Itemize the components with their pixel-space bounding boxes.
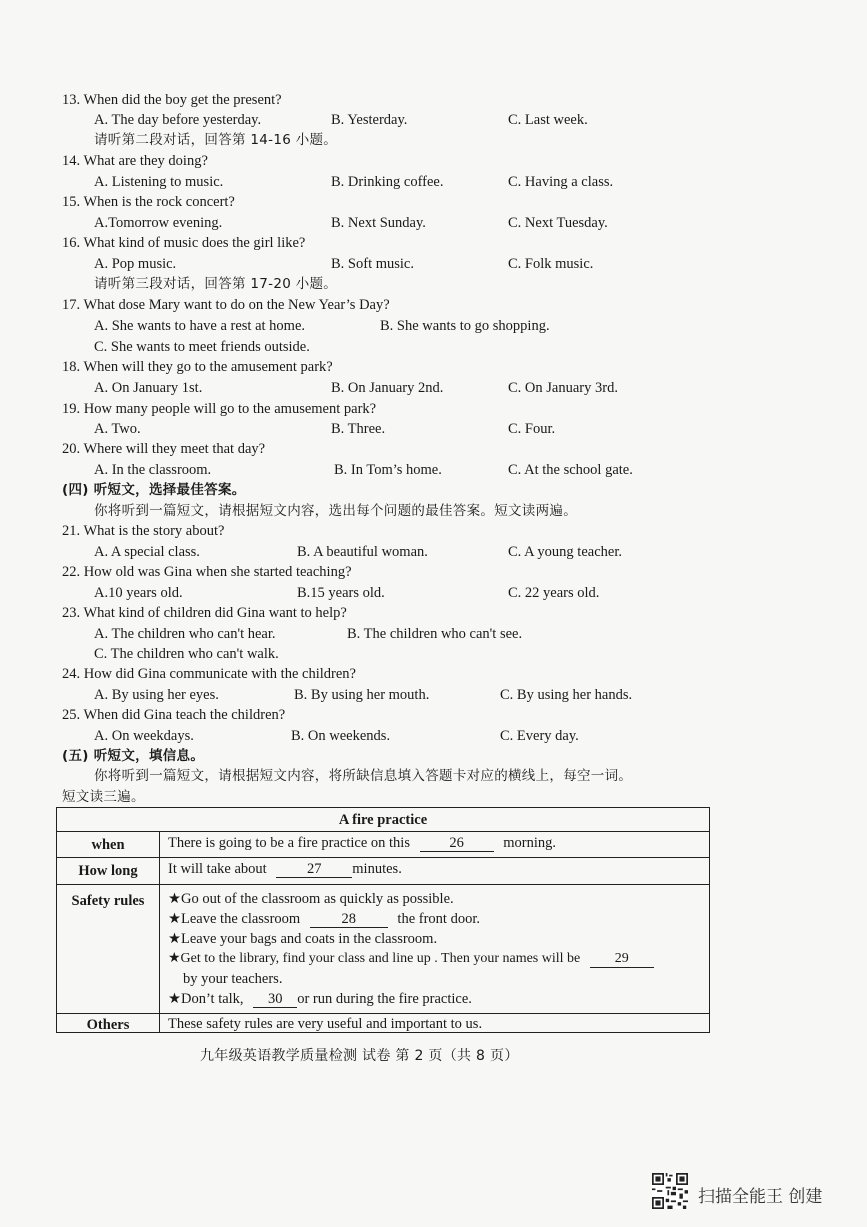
q21-option-a: A. A special class. (94, 544, 200, 560)
qr-code-icon (652, 1173, 688, 1209)
q19-option-c: C. Four. (508, 421, 556, 437)
question-25: 25. When did Gina teach the children? (62, 707, 286, 723)
blank-29[interactable]: 29 (590, 951, 654, 968)
q14-option-c: C. Having a class. (508, 174, 614, 190)
safety-rule-1: ★Go out of the classroom as quickly as possible. (168, 891, 454, 907)
blank-26[interactable]: 26 (420, 835, 494, 852)
q23-option-c: C. The children who can't walk. (94, 646, 279, 662)
rule-5-text: ★Don’t talk, (168, 991, 244, 1007)
q25-option-b: B. On weekends. (291, 728, 391, 744)
q13-option-c: C. Last week. (508, 112, 588, 128)
q15-option-a: A.Tomorrow evening. (94, 215, 223, 231)
instruction-dialog-3: 请听第三段对话，回答第 17-20 小题。 (94, 276, 338, 292)
table-divider (57, 884, 709, 885)
question-22: 22. How old was Gina when she started teaching? (62, 564, 352, 580)
q25-option-c: C. Every day. (500, 728, 579, 744)
row-label-others: Others (86, 1017, 130, 1033)
q14-option-a: A. Listening to music. (94, 174, 224, 190)
row-how-long-content (168, 860, 402, 878)
table-title: A fire practice (338, 812, 428, 828)
table-divider (57, 831, 709, 832)
q17-option-a: A. She wants to have a rest at home. (94, 318, 306, 334)
section-5-instructions-cont: 短文读三遍。 (62, 789, 145, 805)
q20-option-a: A. In the classroom. (94, 462, 212, 478)
q15-option-b: B. Next Sunday. (331, 215, 426, 231)
row-others-content: These safety rules are very useful and important to us. (168, 1016, 483, 1032)
row-when-content (168, 834, 556, 852)
q14-option-b: B. Drinking coffee. (331, 174, 444, 190)
q23-option-a: A. The children who can't hear. (94, 626, 276, 642)
safety-rule-4 (168, 950, 654, 968)
section-4-instructions: 你将听到一篇短文，请根据短文内容，选出每个问题的最佳答案。短文读两遍。 (94, 503, 577, 519)
row-label-when: when (91, 837, 125, 853)
safety-rule-4-cont: by your teachers. (183, 971, 283, 987)
q20-option-b: B. In Tom’s home. (334, 462, 442, 478)
when-text: There is going to be a fire practice on this (168, 835, 410, 851)
question-14: 14. What are they doing? (62, 153, 208, 169)
how-long-text-end: minutes. (352, 861, 402, 877)
rule-2-text: ★Leave the classroom (168, 911, 301, 927)
q22-option-b: B.15 years old. (297, 585, 385, 601)
q18-option-b: B. On January 2nd. (331, 380, 444, 396)
fire-practice-table (56, 807, 710, 1033)
question-21: 21. What is the story about? (62, 523, 225, 539)
question-20: 20. Where will they meet that day? (62, 441, 266, 457)
question-19: 19. How many people will go to the amusement park? (62, 401, 377, 417)
q16-option-b: B. Soft music. (331, 256, 414, 272)
q15-option-c: C. Next Tuesday. (508, 215, 608, 231)
safety-rule-5 (168, 990, 472, 1008)
question-16: 16. What kind of music does the girl like? (62, 235, 306, 251)
question-15: 15. When is the rock concert? (62, 194, 235, 210)
q19-option-a: A. Two. (94, 421, 141, 437)
watermark-text: 扫描全能王 创建 (698, 1187, 823, 1207)
table-column-divider (159, 832, 160, 1032)
q21-option-b: B. A beautiful woman. (297, 544, 428, 560)
q13-option-b: B. Yesterday. (331, 112, 408, 128)
section-5-title: (五) 听短文，填信息。 (62, 748, 205, 764)
blank-30[interactable]: 30 (253, 991, 297, 1008)
q16-option-c: C. Folk music. (508, 256, 594, 272)
question-17: 17. What dose Mary want to do on the New Year’s Day? (62, 297, 390, 313)
row-label-how-long: How long (78, 863, 138, 879)
when-text-end: morning. (503, 835, 556, 851)
q20-option-c: C. At the school gate. (508, 462, 633, 478)
blank-27[interactable]: 27 (276, 861, 352, 878)
question-13: 13. When did the boy get the present? (62, 92, 282, 108)
q17-option-b: B. She wants to go shopping. (380, 318, 550, 334)
question-18: 18. When will they go to the amusement park? (62, 359, 333, 375)
section-5-instructions: 你将听到一篇短文，请根据短文内容，将所缺信息填入答题卡对应的横线上，每空一词。 (94, 768, 633, 784)
q25-option-a: A. On weekdays. (94, 728, 194, 744)
rule-2-text-end: the front door. (397, 911, 480, 927)
section-4-title: (四) 听短文，选择最佳答案。 (62, 482, 246, 498)
q19-option-b: B. Three. (331, 421, 386, 437)
q13-option-a: A. The day before yesterday. (94, 112, 262, 128)
table-divider (57, 857, 709, 858)
q23-option-b: B. The children who can't see. (347, 626, 523, 642)
rule-4-text: ★Get to the library, find your class and line up . Then your names will be (168, 951, 581, 966)
question-23: 23. What kind of children did Gina want to help? (62, 605, 347, 621)
safety-rule-3: ★Leave your bags and coats in the classroom. (168, 931, 438, 947)
q24-option-b: B. By using her mouth. (294, 687, 430, 703)
q18-option-a: A. On January 1st. (94, 380, 203, 396)
scanner-watermark (652, 1173, 842, 1213)
q16-option-a: A. Pop music. (94, 256, 177, 272)
row-label-safety-rules: Safety rules (71, 893, 145, 909)
blank-28[interactable]: 28 (310, 911, 388, 928)
table-divider (57, 1013, 709, 1014)
q21-option-c: C. A young teacher. (508, 544, 622, 560)
instruction-dialog-2: 请听第二段对话，回答第 14-16 小题。 (94, 132, 338, 148)
q22-option-a: A.10 years old. (94, 585, 183, 601)
q18-option-c: C. On January 3rd. (508, 380, 618, 396)
q17-option-c: C. She wants to meet friends outside. (94, 339, 310, 355)
q24-option-c: C. By using her hands. (500, 687, 633, 703)
q22-option-c: C. 22 years old. (508, 585, 600, 601)
how-long-text: It will take about (168, 861, 267, 877)
rule-5-text-end: or run during the fire practice. (297, 991, 472, 1007)
page-footer: 九年级英语教学质量检测 试卷 第 2 页（共 8 页） (200, 1048, 519, 1064)
question-24: 24. How did Gina communicate with the children? (62, 666, 356, 682)
safety-rule-2 (168, 910, 480, 928)
q24-option-a: A. By using her eyes. (94, 687, 219, 703)
